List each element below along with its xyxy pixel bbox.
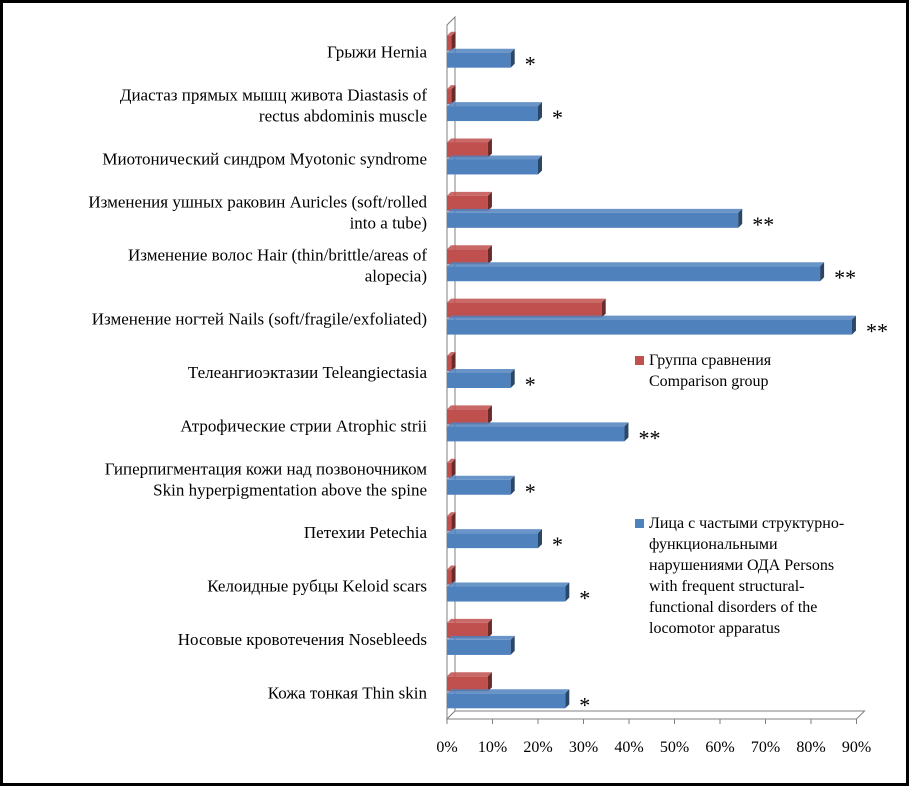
legend-entry: with frequent structural-	[649, 578, 805, 595]
comparison-bar	[447, 36, 452, 51]
significance-marker: *	[579, 585, 591, 611]
persons-bar	[447, 480, 511, 495]
bar-top-face	[447, 689, 569, 693]
x-tick-label: 90%	[841, 739, 872, 756]
category-label: Носовые кровотечения Nosebleeds	[177, 629, 427, 649]
persons-bar	[447, 159, 538, 174]
bar-top-face	[447, 316, 856, 320]
comparison-bar	[447, 409, 488, 424]
category-label: Петехии Petechia	[303, 523, 427, 543]
significance-marker: **	[638, 425, 661, 451]
legend-entry: functional disorders of the	[649, 599, 818, 616]
legend-swatch	[635, 356, 644, 365]
persons-bar	[447, 213, 738, 228]
comparison-bar	[447, 356, 452, 371]
x-tick-label: 30%	[568, 739, 599, 756]
significance-marker: *	[552, 532, 563, 558]
persons-bar	[447, 373, 511, 388]
legend-entry: Лица с частыми структурно-	[649, 515, 845, 532]
x-tick-label: 20%	[523, 739, 553, 756]
bar-top-face	[447, 529, 542, 533]
legend-entry: нарушениями ОДА Persons	[649, 557, 835, 574]
significance-marker: **	[834, 265, 857, 291]
comparison-bar	[447, 142, 488, 157]
comparison-bar	[447, 570, 452, 585]
comparison-bar	[447, 623, 488, 638]
category-label: rectus abdominis muscle	[258, 106, 427, 126]
bar-top-face	[447, 636, 515, 640]
significance-marker: **	[752, 211, 775, 237]
x-tick-label: 50%	[659, 739, 690, 756]
x-tick-label: 10%	[477, 739, 508, 756]
category-label: into a tube)	[349, 213, 427, 233]
legend-entry: функциональными	[649, 536, 778, 553]
category-label: Изменение ногтей Nails (soft/fragile/exfoliated)	[91, 309, 427, 329]
comparison-bar	[447, 249, 488, 264]
persons-bar	[447, 426, 624, 441]
significance-marker: *	[552, 105, 563, 131]
category-label: Skin hyperpigmentation above the spine	[153, 480, 427, 500]
legend-entry: Comparison group	[649, 373, 769, 390]
bar-top-face	[447, 49, 515, 53]
legend-entry: locomotor apparatus	[649, 620, 781, 637]
x-tick-label: 80%	[796, 739, 826, 756]
category-label: Кожа тонкая Thin skin	[267, 683, 427, 703]
significance-marker: *	[524, 372, 536, 397]
bar-top-face	[447, 262, 824, 266]
comparison-bar	[447, 303, 602, 318]
legend-swatch	[635, 519, 644, 528]
bar-top-face	[447, 138, 492, 142]
category-label: alopecia)	[364, 266, 427, 286]
plot-floor	[447, 711, 865, 719]
bar-top-face	[447, 155, 542, 159]
bar-top-face	[447, 369, 515, 373]
bar-top-face	[447, 619, 492, 623]
category-label: Гиперпигментация кожи над позвоночником	[104, 459, 427, 479]
bar-top-face	[447, 583, 569, 587]
category-label: Атрофические стрии Atrophic strii	[180, 416, 427, 436]
persons-bar	[447, 533, 538, 548]
significance-marker: *	[579, 692, 591, 718]
comparison-bar	[447, 196, 488, 211]
persons-bar	[447, 587, 565, 602]
bar-top-face	[447, 209, 742, 213]
bar-top-face	[447, 245, 492, 249]
comparison-bar	[447, 676, 488, 691]
significance-marker: *	[524, 478, 536, 504]
bar-top-face	[447, 405, 492, 409]
bar-top-face	[447, 192, 492, 196]
persons-bar	[447, 693, 565, 708]
persons-bar	[447, 53, 511, 68]
comparison-bar	[447, 463, 452, 478]
persons-bar	[447, 106, 538, 121]
category-label: Диастаз прямых мышц живота Diastasis of	[119, 85, 427, 105]
bar-top-face	[447, 102, 542, 106]
x-tick-label: 60%	[705, 739, 735, 756]
significance-marker: **	[865, 318, 888, 344]
category-label: Изменения ушных раковин Auricles (soft/rolled	[88, 192, 427, 212]
bar-chart	[3, 3, 906, 783]
x-tick-label: 40%	[614, 739, 644, 756]
x-tick-label: 0%	[436, 739, 458, 756]
legend-entry: Группа сравнения	[649, 352, 772, 369]
category-label: Изменение волос Hair (thin/brittle/areas of	[127, 245, 427, 265]
significance-marker: *	[524, 51, 536, 77]
comparison-bar	[447, 89, 452, 104]
category-label: Телеангиоэктазии Teleangiectasia	[187, 363, 427, 382]
persons-bar	[447, 640, 511, 655]
comparison-bar	[447, 516, 452, 531]
category-label: Грыжи Hernia	[326, 42, 427, 62]
category-label: Келоидные рубцы Keloid scars	[207, 576, 427, 596]
persons-bar	[447, 320, 852, 335]
category-label: Миотонический синдром Myotonic syndrome	[102, 149, 427, 169]
bar-top-face	[447, 476, 515, 480]
persons-bar	[447, 266, 820, 281]
bar-top-face	[447, 422, 628, 426]
bar-top-face	[447, 299, 606, 303]
bar-top-face	[447, 672, 492, 676]
x-tick-label: 70%	[750, 739, 781, 756]
